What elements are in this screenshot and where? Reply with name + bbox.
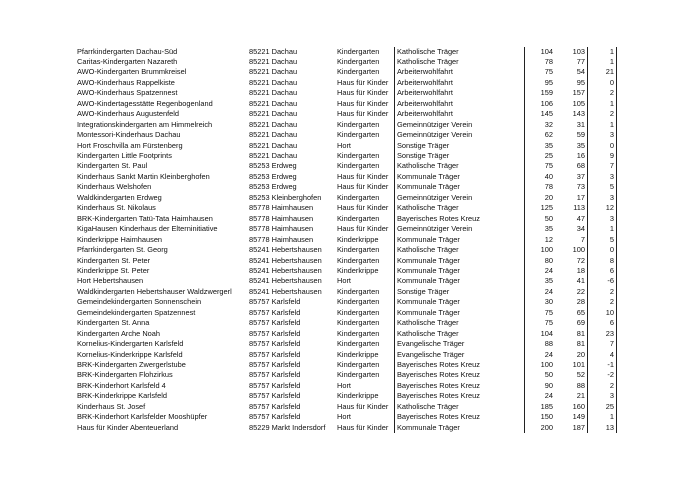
capacity-cell[interactable]: 30	[524, 297, 555, 308]
facility-name-cell[interactable]: AWO-Kindertagesstätte Regenbogenland	[77, 98, 213, 108]
capacity-cell[interactable]: 24	[524, 391, 555, 402]
operator-cell[interactable]: Kommunale Träger	[394, 256, 524, 267]
occupancy-cell[interactable]: 101	[572, 360, 585, 369]
facility-name-cell[interactable]: AWO-Kinderhaus Spatzennest	[77, 88, 178, 98]
occupancy-cell[interactable]: 81	[576, 339, 585, 349]
occupancy-cell[interactable]: 21	[576, 391, 585, 401]
operator-cell[interactable]: Evangelische Träger	[394, 350, 524, 361]
occupancy-cell[interactable]: 31	[576, 119, 585, 129]
operator-cell[interactable]: Katholische Träger	[394, 402, 524, 413]
table-row	[0, 193, 700, 204]
difference-cell[interactable]: 23	[587, 329, 617, 340]
table-row	[0, 57, 700, 68]
capacity-cell[interactable]: 80	[524, 256, 555, 267]
occupancy-cell[interactable]: 103	[572, 46, 585, 56]
capacity-cell[interactable]: 24	[524, 287, 555, 298]
facility-name-cell[interactable]: Gemeindekindergarten Spatzennest	[77, 307, 196, 317]
facility-type-cell[interactable]: Kinderkrippe	[337, 234, 379, 244]
facility-type-cell[interactable]: Kindergarten	[337, 192, 380, 202]
facility-type-cell[interactable]: Kindergarten	[337, 245, 380, 255]
facility-type-cell[interactable]: Kindergarten	[337, 307, 380, 317]
postal-place-cell[interactable]: 85221 Dachau	[249, 56, 298, 66]
difference-cell[interactable]: 21	[587, 67, 617, 78]
capacity-cell[interactable]: 100	[524, 360, 555, 371]
operator-cell[interactable]: Kommunale Träger	[394, 235, 524, 246]
capacity-cell[interactable]: 75	[524, 318, 555, 329]
facility-name-cell[interactable]: Pfarrkindergarten Dachau-Süd	[77, 46, 178, 56]
occupancy-cell[interactable]: 22	[576, 286, 585, 296]
operator-cell[interactable]: Bayerisches Rotes Kreuz	[394, 381, 524, 392]
capacity-cell[interactable]: 88	[524, 339, 555, 350]
table-row	[0, 412, 700, 423]
table-row	[0, 256, 700, 267]
occupancy-cell[interactable]: 16	[576, 151, 585, 160]
difference-cell[interactable]: 2	[587, 109, 617, 120]
difference-cell[interactable]: -6	[587, 276, 617, 287]
occupancy-cell[interactable]: 17	[576, 192, 585, 202]
facility-type-cell[interactable]: Kindergarten	[337, 328, 380, 338]
occupancy-cell[interactable]: 143	[572, 109, 585, 119]
table-row	[0, 99, 700, 110]
capacity-cell[interactable]: 125	[524, 203, 555, 214]
facility-name-cell[interactable]: Kindergarten St. Anna	[77, 318, 150, 328]
occupancy-cell[interactable]: 65	[576, 307, 585, 317]
table-row	[0, 423, 700, 434]
postal-place-cell[interactable]: 85253 Erdweg	[249, 171, 297, 181]
occupancy-cell[interactable]: 28	[576, 297, 585, 307]
facility-type-cell[interactable]: Haus für Kinder	[337, 88, 389, 98]
table-row	[0, 88, 700, 99]
facility-name-cell[interactable]: AWO-Kinderhaus Rappelkiste	[77, 77, 175, 87]
occupancy-cell[interactable]: 187	[572, 422, 585, 432]
operator-cell[interactable]: Kommunale Träger	[394, 297, 524, 308]
table-row	[0, 245, 700, 256]
capacity-cell[interactable]: 145	[524, 109, 555, 120]
table-row	[0, 235, 700, 246]
facility-type-cell[interactable]: Kindergarten	[337, 119, 380, 129]
table-row	[0, 350, 700, 361]
postal-place-cell[interactable]: 85253 Erdweg	[249, 182, 297, 192]
difference-cell[interactable]: 3	[587, 172, 617, 183]
operator-cell[interactable]: Kommunale Träger	[394, 182, 524, 193]
facility-type-cell[interactable]: Haus für Kinder	[337, 203, 389, 213]
postal-place-cell[interactable]: 85221 Dachau	[249, 46, 298, 56]
difference-cell[interactable]: 6	[587, 318, 617, 329]
facility-name-cell[interactable]: Kinderhaus Sankt Martin Kleinberghofen	[77, 171, 210, 181]
table-row	[0, 67, 700, 78]
operator-cell[interactable]: Bayerisches Rotes Kreuz	[394, 360, 524, 371]
difference-cell[interactable]: 10	[587, 308, 617, 319]
postal-place-cell[interactable]: 85757 Karlsfeld	[249, 307, 301, 317]
occupancy-cell[interactable]: 72	[576, 255, 585, 265]
facility-name-cell[interactable]: Gemeindekindergarten Sonnenschein	[77, 297, 202, 307]
postal-place-cell[interactable]: 85221 Dachau	[249, 109, 298, 119]
facility-name-cell[interactable]: Kinderkrippe Haimhausen	[77, 234, 163, 244]
postal-place-cell[interactable]: 85757 Karlsfeld	[249, 380, 301, 390]
postal-place-cell[interactable]: 85241 Hebertshausen	[249, 276, 322, 286]
operator-cell[interactable]: Katholische Träger	[394, 47, 524, 58]
postal-place-cell[interactable]: 85253 Erdweg	[249, 161, 297, 171]
postal-place-cell[interactable]: 85241 Hebertshausen	[249, 265, 322, 275]
difference-cell[interactable]: 25	[587, 402, 617, 413]
facility-name-cell[interactable]: Integrationskindergarten am Himmelreich	[77, 119, 213, 129]
operator-cell[interactable]: Evangelische Träger	[394, 339, 524, 350]
table-row	[0, 161, 700, 172]
postal-place-cell[interactable]: 85757 Karlsfeld	[249, 339, 301, 349]
operator-cell[interactable]: Kommunale Träger	[394, 308, 524, 319]
postal-place-cell[interactable]: 85778 Haimhausen	[249, 234, 314, 244]
postal-place-cell[interactable]: 85757 Karlsfeld	[249, 370, 301, 380]
occupancy-cell[interactable]: 54	[576, 67, 585, 77]
facility-type-cell[interactable]: Haus für Kinder	[337, 98, 389, 108]
difference-cell[interactable]: 6	[587, 266, 617, 277]
difference-cell[interactable]: 3	[587, 214, 617, 225]
table-row	[0, 214, 700, 225]
capacity-cell[interactable]: 150	[524, 412, 555, 423]
postal-place-cell[interactable]: 85757 Karlsfeld	[249, 328, 301, 338]
capacity-cell[interactable]: 159	[524, 88, 555, 99]
postal-place-cell[interactable]: 85778 Haimhausen	[249, 224, 314, 234]
postal-place-cell[interactable]: 85757 Karlsfeld	[249, 297, 301, 307]
facility-type-cell[interactable]: Hort	[337, 412, 351, 422]
facility-name-cell[interactable]: Kornelius-Kinderkrippe Karlsfeld	[77, 349, 183, 359]
difference-cell[interactable]: 1	[587, 120, 617, 131]
postal-place-cell[interactable]: 85253 Kleinberghofen	[249, 192, 322, 202]
table-row	[0, 391, 700, 402]
operator-cell[interactable]: Arbeiterwohlfahrt	[394, 109, 524, 120]
occupancy-cell[interactable]: 100	[572, 245, 585, 255]
facility-name-cell[interactable]: Kindergarten St. Paul	[77, 161, 148, 171]
operator-cell[interactable]: Kommunale Träger	[394, 172, 524, 183]
operator-cell[interactable]: Kommunale Träger	[394, 266, 524, 277]
difference-cell[interactable]: 1	[587, 224, 617, 235]
difference-cell[interactable]: 4	[587, 350, 617, 361]
table-row	[0, 370, 700, 381]
capacity-cell[interactable]: 35	[524, 276, 555, 287]
occupancy-cell[interactable]: 47	[576, 213, 585, 223]
facility-name-cell[interactable]: BRK-Kindergarten Flohzirkus	[77, 370, 173, 380]
facility-type-cell[interactable]: Hort	[337, 380, 351, 390]
difference-cell[interactable]: 3	[587, 193, 617, 204]
facility-name-cell[interactable]: Kindergarten St. Peter	[77, 255, 151, 265]
facility-name-cell[interactable]: Kindergarten Arche Noah	[77, 328, 160, 338]
facility-type-cell[interactable]: Kindergarten	[337, 360, 380, 369]
difference-cell[interactable]: 0	[587, 78, 617, 89]
facility-type-cell[interactable]: Kindergarten	[337, 56, 380, 66]
facility-type-cell[interactable]: Kindergarten	[337, 370, 380, 380]
facility-name-cell[interactable]: Pfarrkindergarten St. Georg	[77, 245, 168, 255]
difference-cell[interactable]: 2	[587, 88, 617, 99]
occupancy-cell[interactable]: 34	[576, 224, 585, 234]
occupancy-cell[interactable]: 95	[576, 77, 585, 87]
difference-cell[interactable]: 2	[587, 297, 617, 308]
facility-type-cell[interactable]: Kinderkrippe	[337, 391, 379, 401]
facility-name-cell[interactable]: BRK-Kindergarten Zwergerlstube	[77, 360, 186, 369]
facility-type-cell[interactable]: Kindergarten	[337, 255, 380, 265]
difference-cell[interactable]: 1	[587, 47, 617, 58]
operator-cell[interactable]: Bayerisches Rotes Kreuz	[394, 214, 524, 225]
operator-cell[interactable]: Katholische Träger	[394, 203, 524, 214]
table-row	[0, 266, 700, 277]
table-row	[0, 47, 700, 58]
facility-name-cell[interactable]: Montessori-Kinderhaus Dachau	[77, 130, 181, 140]
difference-cell[interactable]: -2	[587, 370, 617, 381]
table-row	[0, 182, 700, 193]
postal-place-cell[interactable]: 85241 Hebertshausen	[249, 286, 322, 296]
capacity-cell[interactable]: 104	[524, 47, 555, 58]
table-row	[0, 109, 700, 120]
postal-place-cell[interactable]: 85757 Karlsfeld	[249, 318, 301, 328]
facility-name-cell[interactable]: AWO-Kinderhaus Augustenfeld	[77, 109, 180, 119]
capacity-cell[interactable]: 75	[524, 67, 555, 78]
facility-type-cell[interactable]: Haus für Kinder	[337, 401, 389, 411]
operator-cell[interactable]: Bayerisches Rotes Kreuz	[394, 412, 524, 423]
postal-place-cell[interactable]: 85241 Hebertshausen	[249, 245, 322, 255]
capacity-cell[interactable]: 62	[524, 130, 555, 141]
operator-cell[interactable]: Sonstige Träger	[394, 151, 524, 162]
facility-type-cell[interactable]: Kindergarten	[337, 151, 380, 160]
table-row	[0, 402, 700, 413]
occupancy-cell[interactable]: 105	[572, 98, 585, 108]
table-row	[0, 287, 700, 298]
difference-cell[interactable]: 7	[587, 161, 617, 172]
capacity-cell[interactable]: 35	[524, 141, 555, 152]
facility-name-cell[interactable]: Caritas-Kindergarten Nazareth	[77, 56, 178, 66]
capacity-cell[interactable]: 24	[524, 350, 555, 361]
facility-name-cell[interactable]: BRK-Kinderhort Karlsfelder Mooshüpfer	[77, 412, 208, 422]
operator-cell[interactable]: Kommunale Träger	[394, 276, 524, 287]
occupancy-cell[interactable]: 18	[576, 265, 585, 275]
difference-cell[interactable]: 0	[587, 141, 617, 152]
postal-place-cell[interactable]: 85757 Karlsfeld	[249, 391, 301, 401]
table-row	[0, 339, 700, 350]
facility-type-cell[interactable]: Haus für Kinder	[337, 77, 389, 87]
postal-place-cell[interactable]: 85221 Dachau	[249, 67, 298, 77]
occupancy-cell[interactable]: 7	[580, 234, 585, 244]
table-row	[0, 381, 700, 392]
facility-name-cell[interactable]: Haus für Kinder Abenteuerland	[77, 422, 179, 432]
occupancy-cell[interactable]: 73	[576, 182, 585, 192]
difference-cell[interactable]: 5	[587, 235, 617, 246]
operator-cell[interactable]: Gemeinnütziger Verein	[394, 193, 524, 204]
capacity-cell[interactable]: 40	[524, 172, 555, 183]
facility-type-cell[interactable]: Kindergarten	[337, 339, 380, 349]
difference-cell[interactable]: 3	[587, 391, 617, 402]
facility-type-cell[interactable]: Kindergarten	[337, 213, 380, 223]
facility-name-cell[interactable]: Kornelius-Kindergarten Karlsfeld	[77, 339, 184, 349]
capacity-cell[interactable]: 78	[524, 57, 555, 68]
capacity-cell[interactable]: 20	[524, 193, 555, 204]
table-row	[0, 308, 700, 319]
operator-cell[interactable]: Arbeiterwohlfahrt	[394, 88, 524, 99]
facility-type-cell[interactable]: Kindergarten	[337, 130, 380, 140]
operator-cell[interactable]: Arbeiterwohlfahrt	[394, 99, 524, 110]
occupancy-cell[interactable]: 113	[573, 203, 585, 213]
facility-name-cell[interactable]: Kindergarten Little Footprints	[77, 151, 172, 160]
operator-cell[interactable]: Katholische Träger	[394, 318, 524, 329]
facility-name-cell[interactable]: BRK-Kindergarten Tatü-Tata Haimhausen	[77, 213, 213, 223]
facility-type-cell[interactable]: Haus für Kinder	[337, 109, 389, 119]
difference-cell[interactable]: 9	[587, 151, 617, 162]
facility-type-cell[interactable]: Haus für Kinder	[337, 171, 389, 181]
postal-place-cell[interactable]: 85221 Dachau	[249, 130, 298, 140]
occupancy-cell[interactable]: 37	[576, 171, 585, 181]
table-row	[0, 329, 700, 340]
postal-place-cell[interactable]: 85229 Markt Indersdorf	[249, 422, 326, 432]
capacity-cell[interactable]: 106	[524, 99, 555, 110]
capacity-cell[interactable]: 24	[524, 266, 555, 277]
facility-name-cell[interactable]: Kinderkrippe St. Peter	[77, 265, 150, 275]
facility-name-cell[interactable]: BRK-Kinderhort Karlsfeld 4	[77, 380, 166, 390]
postal-place-cell[interactable]: 85221 Dachau	[249, 98, 298, 108]
capacity-cell[interactable]: 104	[524, 329, 555, 340]
facility-type-cell[interactable]: Kindergarten	[337, 67, 380, 77]
occupancy-cell[interactable]: 20	[576, 349, 585, 359]
difference-cell[interactable]: 5	[587, 182, 617, 193]
occupancy-cell[interactable]: 41	[576, 276, 585, 286]
table-row	[0, 141, 700, 152]
operator-cell[interactable]: Arbeiterwohlfahrt	[394, 78, 524, 89]
difference-cell[interactable]: 2	[587, 381, 617, 392]
occupancy-cell[interactable]: 160	[572, 401, 585, 411]
facility-name-cell[interactable]: Hort Froschvilla am Fürstenberg	[77, 140, 183, 150]
facility-name-cell[interactable]: AWO-Kindergarten Brummkreisel	[77, 67, 187, 77]
occupancy-cell[interactable]: 35	[576, 140, 585, 150]
capacity-cell[interactable]: 200	[524, 423, 555, 434]
table-row	[0, 172, 700, 183]
capacity-cell[interactable]: 75	[524, 161, 555, 172]
operator-cell[interactable]: Gemeinnütziger Verein	[394, 224, 524, 235]
difference-cell[interactable]: 1	[587, 57, 617, 68]
capacity-cell[interactable]: 35	[524, 224, 555, 235]
difference-cell[interactable]: 8	[587, 256, 617, 267]
table-row	[0, 318, 700, 329]
capacity-cell[interactable]: 185	[524, 402, 555, 413]
postal-place-cell[interactable]: 85778 Haimhausen	[249, 203, 314, 213]
postal-place-cell[interactable]: 85221 Dachau	[249, 140, 298, 150]
facility-name-cell[interactable]: Hort Hebertshausen	[77, 276, 144, 286]
capacity-cell[interactable]: 78	[524, 182, 555, 193]
occupancy-cell[interactable]: 68	[576, 161, 585, 171]
postal-place-cell[interactable]: 85778 Haimhausen	[249, 213, 314, 223]
difference-cell[interactable]: 12	[587, 203, 617, 214]
operator-cell[interactable]: Gemeinnütziger Verein	[394, 120, 524, 131]
facility-type-cell[interactable]: Kindergarten	[337, 161, 380, 171]
facility-type-cell[interactable]: Kinderkrippe	[337, 349, 379, 359]
facility-type-cell[interactable]: Kindergarten	[337, 318, 380, 328]
occupancy-cell[interactable]: 149	[572, 412, 585, 422]
table-row	[0, 203, 700, 214]
capacity-cell[interactable]: 25	[524, 151, 555, 162]
facility-type-cell[interactable]: Hort	[337, 140, 351, 150]
facility-type-cell[interactable]: Kindergarten	[337, 286, 380, 296]
table-row	[0, 276, 700, 287]
operator-cell[interactable]: Katholische Träger	[394, 57, 524, 68]
facility-name-cell[interactable]: Waldkindergarten Erdweg	[77, 192, 162, 202]
capacity-cell[interactable]: 50	[524, 370, 555, 381]
capacity-cell[interactable]: 100	[524, 245, 555, 256]
table-row	[0, 224, 700, 235]
facility-type-cell[interactable]: Hort	[337, 276, 351, 286]
facility-name-cell[interactable]: KigaHausen Kinderhaus der Elterninitiative	[77, 224, 218, 234]
table-row	[0, 297, 700, 308]
occupancy-cell[interactable]: 157	[572, 88, 585, 98]
table-row	[0, 360, 700, 371]
table-row	[0, 78, 700, 89]
operator-cell[interactable]: Katholische Träger	[394, 161, 524, 172]
facility-name-cell[interactable]: Kinderhaus St. Josef	[77, 401, 146, 411]
operator-cell[interactable]: Katholische Träger	[394, 245, 524, 256]
table-row	[0, 120, 700, 131]
facility-name-cell[interactable]: Kinderhaus Welshofen	[77, 182, 152, 192]
facility-name-cell[interactable]: Waldkindergarten Hebertshauser Waldzwergerl	[77, 286, 232, 296]
capacity-cell[interactable]: 32	[524, 120, 555, 131]
operator-cell[interactable]: Sonstige Träger	[394, 141, 524, 152]
postal-place-cell[interactable]: 85241 Hebertshausen	[249, 255, 322, 265]
postal-place-cell[interactable]: 85221 Dachau	[249, 151, 298, 160]
facility-type-cell[interactable]: Kindergarten	[337, 297, 380, 307]
table-row	[0, 151, 700, 162]
operator-cell[interactable]: Bayerisches Rotes Kreuz	[394, 370, 524, 381]
facility-type-cell[interactable]: Kinderkrippe	[337, 265, 379, 275]
difference-cell[interactable]: -1	[587, 360, 617, 371]
difference-cell[interactable]: 1	[587, 412, 617, 423]
postal-place-cell[interactable]: 85221 Dachau	[249, 88, 298, 98]
operator-cell[interactable]: Katholische Träger	[394, 329, 524, 340]
capacity-cell[interactable]: 75	[524, 308, 555, 319]
facility-name-cell[interactable]: Kinderhaus St. Nikolaus	[77, 203, 156, 213]
occupancy-cell[interactable]: 81	[576, 328, 585, 338]
table-row	[0, 130, 700, 141]
postal-place-cell[interactable]: 85221 Dachau	[249, 77, 298, 87]
difference-cell[interactable]: 1	[587, 99, 617, 110]
occupancy-cell[interactable]: 52	[576, 370, 585, 380]
facility-type-cell[interactable]: Haus für Kinder	[337, 422, 389, 432]
occupancy-cell[interactable]: 88	[576, 380, 585, 390]
difference-cell[interactable]: 13	[587, 423, 617, 434]
operator-cell[interactable]: Arbeiterwohlfahrt	[394, 67, 524, 78]
difference-cell[interactable]: 3	[587, 130, 617, 141]
postal-place-cell[interactable]: 85757 Karlsfeld	[249, 412, 301, 422]
difference-cell[interactable]: 2	[587, 287, 617, 298]
postal-place-cell[interactable]: 85757 Karlsfeld	[249, 349, 301, 359]
operator-cell[interactable]: Gemeinnütziger Verein	[394, 130, 524, 141]
facility-type-cell[interactable]: Haus für Kinder	[337, 224, 389, 234]
operator-cell[interactable]: Kommunale Träger	[394, 423, 524, 434]
occupancy-cell[interactable]: 59	[576, 130, 585, 140]
capacity-cell[interactable]: 95	[524, 78, 555, 89]
operator-cell[interactable]: Sonstige Träger	[394, 287, 524, 298]
capacity-cell[interactable]: 12	[524, 235, 555, 246]
capacity-cell[interactable]: 90	[524, 381, 555, 392]
occupancy-cell[interactable]: 69	[576, 318, 585, 328]
operator-cell[interactable]: Bayerisches Rotes Kreuz	[394, 391, 524, 402]
postal-place-cell[interactable]: 85221 Dachau	[249, 119, 298, 129]
facility-name-cell[interactable]: BRK-Kinderkrippe Karlsfeld	[77, 391, 167, 401]
difference-cell[interactable]: 7	[587, 339, 617, 350]
postal-place-cell[interactable]: 85757 Karlsfeld	[249, 360, 301, 369]
difference-cell[interactable]: 0	[587, 245, 617, 256]
postal-place-cell[interactable]: 85757 Karlsfeld	[249, 401, 301, 411]
occupancy-cell[interactable]: 77	[576, 56, 585, 66]
capacity-cell[interactable]: 50	[524, 214, 555, 225]
facility-type-cell[interactable]: Haus für Kinder	[337, 182, 389, 192]
facility-type-cell[interactable]: Kindergarten	[337, 46, 380, 56]
